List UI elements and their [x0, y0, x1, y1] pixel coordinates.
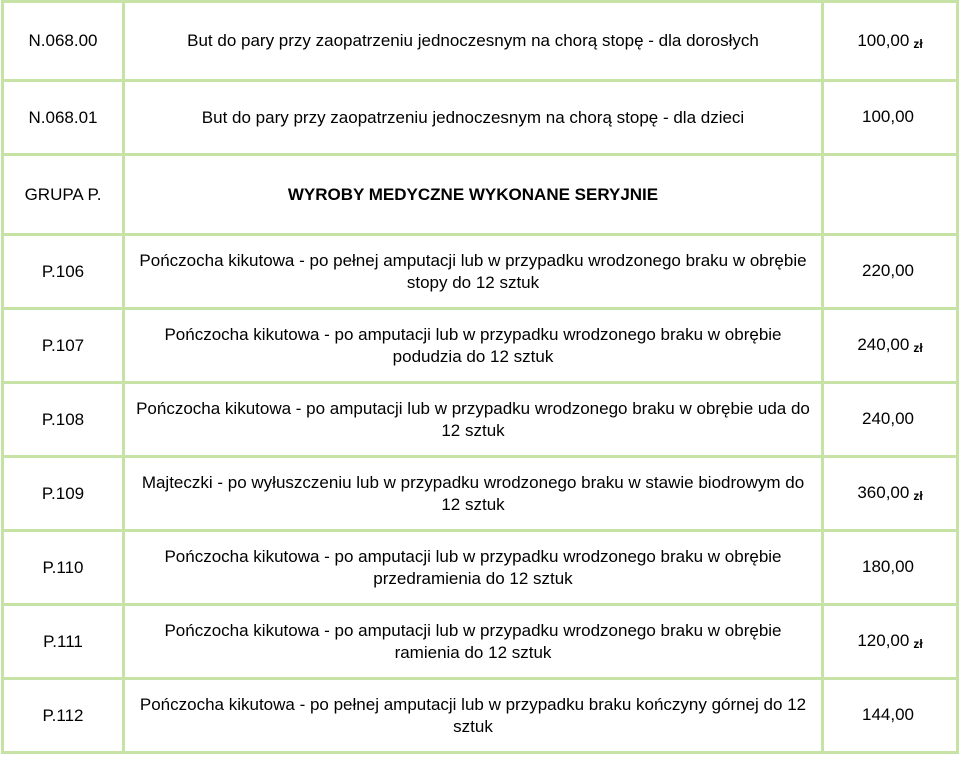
- item-price: 240,00: [857, 335, 910, 354]
- item-description: Pończocha kikutowa - po amputacji lub w przypadku wrodzonego braku w obrębie podudzia do 12 sztuk: [125, 310, 824, 384]
- item-code: P.112: [1, 680, 125, 754]
- item-description: But do pary przy zaopatrzeniu jednoczesnym na chorą stopę - dla dorosłych: [125, 0, 824, 82]
- table-row: [1, 532, 959, 606]
- item-code: P.109: [1, 458, 125, 532]
- item-description: Pończocha kikutowa - po amputacji lub w przypadku wrodzonego braku w obrębie ramienia do 12 sztuk: [125, 606, 824, 680]
- group-title: WYROBY MEDYCZNE WYKONANE SERYJNIE: [125, 156, 824, 236]
- table-row: [1, 606, 959, 680]
- price-table: [1, 0, 959, 754]
- table-row: [1, 680, 959, 754]
- currency-label: zł: [913, 36, 923, 51]
- table-row: [1, 458, 959, 532]
- item-price: 240,00: [862, 409, 914, 428]
- item-code: P.106: [1, 236, 125, 310]
- group-header-row: [1, 156, 959, 236]
- empty-price-cell: [824, 156, 959, 236]
- item-price-cell: [824, 384, 959, 458]
- table-row: [1, 384, 959, 458]
- item-description: Pończocha kikutowa - po pełnej amputacji lub w przypadku wrodzonego braku w obrębie stopy do 12 sztuk: [125, 236, 824, 310]
- item-code: P.108: [1, 384, 125, 458]
- item-description: Pończocha kikutowa - po amputacji lub w przypadku wrodzonego braku w obrębie przedramienia do 12 sztuk: [125, 532, 824, 606]
- item-price-cell: [824, 458, 959, 532]
- currency-label: zł: [913, 637, 923, 651]
- item-price-cell: [824, 82, 959, 156]
- table-row: [1, 310, 959, 384]
- currency-label: zł: [913, 489, 923, 503]
- item-description: Pończocha kikutowa - po pełnej amputacji lub w przypadku braku kończyny górnej do 12 sztuk: [125, 680, 824, 754]
- item-price: 220,00: [862, 261, 914, 280]
- item-code: N.068.00: [1, 0, 125, 82]
- item-description: Majteczki - po wyłuszczeniu lub w przypadku wrodzonego braku w stawie biodrowym do 12 sztuk: [125, 458, 824, 532]
- item-price-cell: [824, 606, 959, 680]
- item-price-cell: [824, 532, 959, 606]
- item-price-cell: [824, 236, 959, 310]
- item-code: P.110: [1, 532, 125, 606]
- item-description: Pończocha kikutowa - po amputacji lub w przypadku wrodzonego braku w obrębie uda do 12 sztuk: [125, 384, 824, 458]
- item-description: But do pary przy zaopatrzeniu jednoczesnym na chorą stopę - dla dzieci: [125, 82, 824, 156]
- item-price: 120,00: [857, 631, 910, 650]
- table-row: [1, 236, 959, 310]
- item-price-cell: [824, 680, 959, 754]
- item-code: P.111: [1, 606, 125, 680]
- item-code: N.068.01: [1, 82, 125, 156]
- item-price: 360,00: [857, 483, 910, 502]
- currency-label: zł: [913, 341, 923, 355]
- item-price: 180,00: [862, 557, 914, 576]
- item-price: 144,00: [862, 705, 914, 724]
- item-price-cell: [824, 0, 959, 82]
- item-price: 100,00: [857, 30, 910, 50]
- table-row: [1, 82, 959, 156]
- item-price: 100,00: [862, 107, 914, 126]
- group-code: GRUPA P.: [1, 156, 125, 236]
- item-code: P.107: [1, 310, 125, 384]
- item-price-cell: [824, 310, 959, 384]
- table-row: [1, 0, 959, 82]
